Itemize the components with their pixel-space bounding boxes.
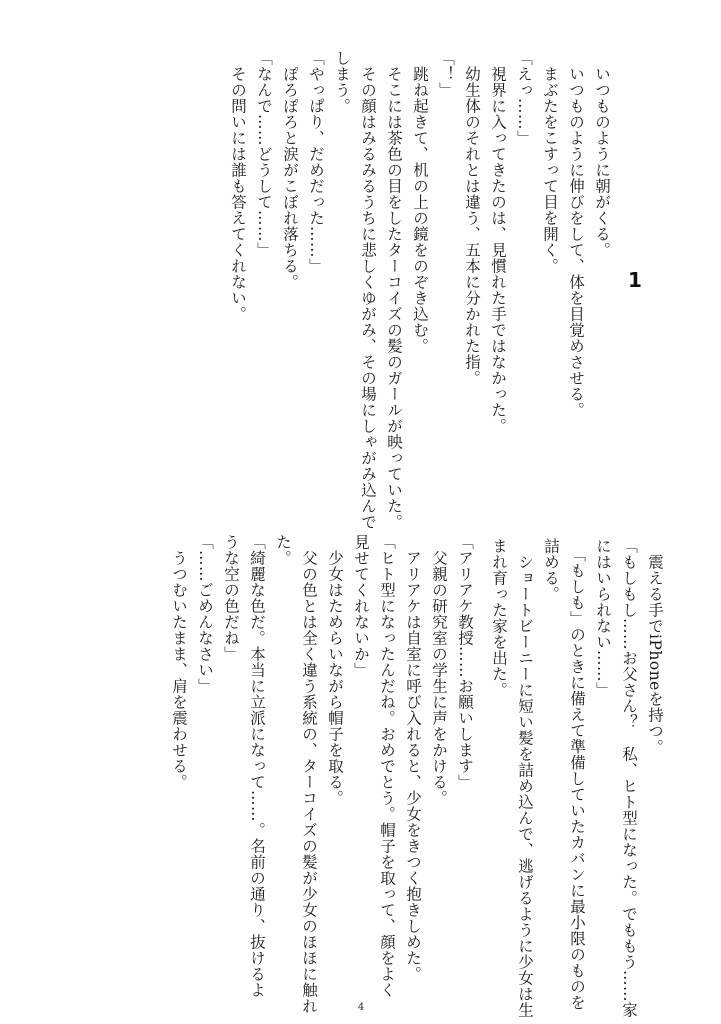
text-line: 少女はためらいながら帽子を取る。	[326, 534, 344, 806]
text-line: 「えっ……」	[515, 50, 533, 146]
text-line: 父の色とは全く違う系統の、ターコイズの髪が少女のほほに触れ	[300, 534, 318, 1014]
text-line: 視界に入ってきたのは、見慣れた手ではなかった。	[489, 50, 507, 434]
text-line: まぶたをこすって目を開く。	[541, 50, 559, 274]
text-line: にはいられない……」	[594, 538, 612, 698]
text-line: 震える手でiPhoneを持つ。	[646, 538, 664, 755]
text-line: まれ育った家を出た。	[490, 538, 508, 698]
text-line: 跳ね起きて、机の上の鏡をのぞき込む。	[411, 50, 429, 354]
text-line: た。	[274, 534, 292, 566]
text-line: 見せてくれないか」	[352, 534, 370, 678]
text-line: うな空の色だね」	[222, 534, 240, 662]
text-line: いつものように伸びをして、体を目覚めさせる。	[567, 50, 585, 418]
chapter-number: 1	[628, 268, 642, 292]
text-block-lower-right	[490, 538, 668, 1018]
text-line: 「アリアケ教授……お願いします」	[456, 534, 474, 790]
text-line: 「！」	[437, 50, 455, 98]
text-line: 詰める。	[542, 538, 560, 602]
text-line: そこには茶色の目をしたターコイズの髪のガールが映っていた。	[385, 50, 403, 530]
text-line: ぽろぽろと涙がこぼれ落ちる。	[281, 50, 299, 290]
text-line: 「ヒト型になったんだね。おめでとう。帽子を取って、顔をよく	[378, 534, 396, 998]
text-line: 「やっぱり、だめだった……」	[307, 50, 325, 274]
text-line: アリアケは自室に呼び入れると、少女をきつく抱きしめた。	[404, 534, 422, 982]
text-line: 幼生体のそれとは違う、五本に分かれた指。	[463, 50, 481, 386]
text-line: いつものように朝がくる。	[593, 50, 611, 258]
text-block-upper	[195, 50, 615, 530]
text-line: 父親の研究室の学生に声をかける。	[430, 534, 448, 806]
text-line: その問いには誰も答えてくれない。	[229, 50, 247, 322]
text-line: 「もしも」のときに備えて準備していたカバンに最小限のものを	[568, 538, 586, 1011]
text-line: 「なんで……どうして……」	[255, 50, 273, 258]
text-block-lower-left	[66, 534, 478, 1014]
page-number: 4	[357, 1002, 365, 1013]
text-line: しまう。	[333, 50, 351, 114]
text-line: 「……ごめんなさい」	[196, 534, 214, 694]
text-line: ショートビーニーに短い髪を詰め込んで、逃げるように少女は生	[516, 538, 534, 1018]
text-line: その顔はみるみるうちに悲しくゆがみ、その場にしゃがみ込んで	[359, 50, 377, 530]
text-line: 「もしもし……お父さん？ 私、ヒト型になった。でももう……家	[620, 538, 638, 1018]
text-line: うつむいたまま、肩を震わせる。	[170, 534, 188, 790]
text-line: 「綺麗な色だ。本当に立派になって……。名前の通り、抜けるよ	[248, 534, 266, 998]
